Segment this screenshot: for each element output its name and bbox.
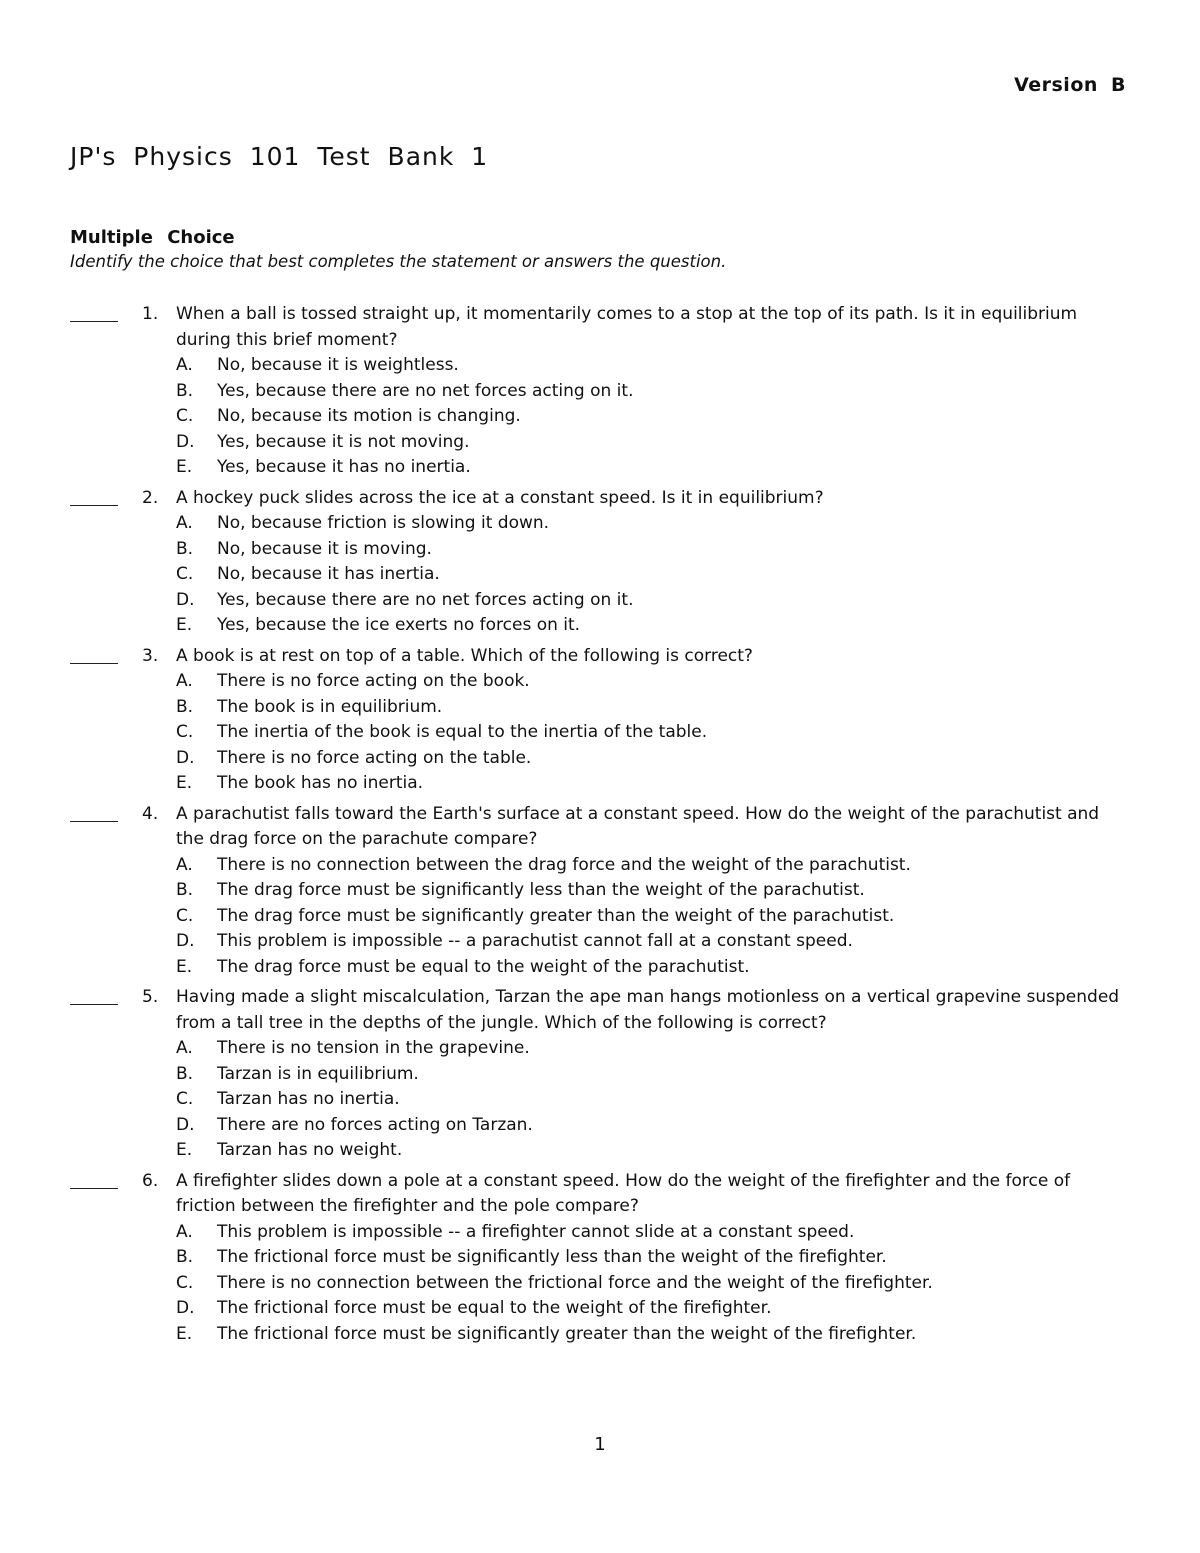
option-text: Yes, because it is not moving.	[217, 431, 470, 452]
question-item	[70, 644, 1130, 797]
option-letter: B.	[176, 538, 194, 559]
answer-option	[176, 1220, 1130, 1246]
question-item	[70, 486, 1130, 639]
question-stem: A hockey puck slides across the ice at a constant speed. Is it in equilibrium?	[176, 487, 824, 508]
option-text: There is no force acting on the table.	[217, 747, 532, 768]
option-text: The frictional force must be significantly less than the weight of the firefighter.	[217, 1247, 887, 1267]
option-text: The drag force must be equal to the weight of the parachutist.	[217, 956, 750, 977]
answer-option	[176, 1087, 1130, 1113]
option-text: The frictional force must be equal to the weight of the firefighter.	[217, 1298, 772, 1318]
option-text: The inertia of the book is equal to the inertia of the table.	[217, 722, 708, 742]
option-letter: B.	[176, 380, 194, 401]
option-letter: C.	[176, 1089, 194, 1109]
option-text: The book has no inertia.	[217, 773, 424, 793]
option-text: There is no connection between the drag force and the weight of the parachutist.	[217, 854, 911, 875]
answer-blank[interactable]	[70, 802, 118, 822]
answer-option	[176, 562, 1130, 588]
option-letter: A.	[176, 854, 193, 875]
option-text: No, because it has inertia.	[217, 564, 440, 584]
option-letter: C.	[176, 905, 194, 926]
option-letter: B.	[176, 1063, 194, 1084]
question-stem: A firefighter slides down a pole at a constant speed. How do the weight of the firefighter and the force of friction between the firefighter and the pole compare?	[176, 1170, 1071, 1216]
option-letter: D.	[176, 1298, 195, 1318]
answer-option	[176, 511, 1130, 537]
answer-option	[176, 853, 1130, 879]
answer-option	[176, 1296, 1130, 1322]
answer-option	[176, 1036, 1130, 1062]
question-number: 6.	[142, 1170, 159, 1191]
question-stem: A book is at rest on top of a table. Which of the following is correct?	[176, 645, 753, 666]
question-number: 4.	[142, 803, 159, 824]
question-stem: Having made a slight miscalculation, Tarzan the ape man hangs motionless on a vertical grapevine suspended from a tall tree in the depths of the jungle. Which of the following is correct?	[176, 987, 1120, 1033]
option-letter: E.	[176, 773, 193, 793]
option-letter: D.	[176, 431, 195, 452]
answer-option	[176, 929, 1130, 955]
version-label: Version B	[1014, 74, 1126, 96]
option-letter: D.	[176, 589, 195, 610]
option-letter: B.	[176, 1247, 194, 1267]
question-stem: When a ball is tossed straight up, it momentarily comes to a stop at the top of its path. Is it in equilibrium during this brief moment?	[176, 304, 1078, 350]
option-text: This problem is impossible -- a firefighter cannot slide at a constant speed.	[217, 1221, 855, 1242]
option-text: The drag force must be significantly greater than the weight of the parachutist.	[217, 905, 895, 926]
question-number: 5.	[142, 987, 159, 1007]
option-letter: A.	[176, 355, 193, 375]
option-text: There is no connection between the frictional force and the weight of the firefighter.	[217, 1272, 933, 1293]
option-letter: C.	[176, 1272, 194, 1293]
option-text: There are no forces acting on Tarzan.	[217, 1114, 533, 1135]
option-letter: A.	[176, 513, 193, 533]
question-item	[70, 302, 1130, 481]
answer-option	[176, 353, 1130, 379]
option-text: No, because friction is slowing it down.	[217, 513, 550, 533]
answer-option	[176, 1245, 1130, 1271]
option-letter: A.	[176, 671, 193, 691]
answer-option	[176, 878, 1130, 904]
answer-option	[176, 1271, 1130, 1297]
option-text: No, because it is moving.	[217, 538, 432, 559]
answer-option	[176, 904, 1130, 930]
option-letter: A.	[176, 1038, 193, 1058]
option-text: Yes, because there are no net forces acting on it.	[217, 589, 634, 610]
answer-blank[interactable]	[70, 486, 118, 506]
answer-option	[176, 430, 1130, 456]
answer-option	[176, 1062, 1130, 1088]
answer-blank[interactable]	[70, 1169, 118, 1189]
page-number: 1	[594, 1434, 606, 1455]
option-letter: E.	[176, 1323, 193, 1344]
answer-option	[176, 955, 1130, 981]
option-letter: D.	[176, 931, 195, 951]
option-text: Yes, because the ice exerts no forces on it.	[217, 615, 581, 635]
answer-blank[interactable]	[70, 985, 118, 1005]
question-item	[70, 985, 1130, 1164]
option-text: There is no tension in the grapevine.	[217, 1038, 530, 1058]
question-list	[70, 302, 1130, 1352]
option-text: The drag force must be significantly less than the weight of the parachutist.	[217, 880, 865, 900]
option-letter: E.	[176, 1140, 193, 1160]
answer-option	[176, 1138, 1130, 1164]
question-number: 3.	[142, 645, 159, 666]
option-letter: D.	[176, 1114, 195, 1135]
answer-option	[176, 613, 1130, 639]
option-letter: C.	[176, 564, 194, 584]
option-letter: B.	[176, 696, 194, 717]
option-letter: E.	[176, 457, 193, 477]
option-letter: C.	[176, 722, 194, 742]
option-text: The frictional force must be significantly greater than the weight of the firefighter.	[217, 1323, 917, 1344]
option-text: The book is in equilibrium.	[217, 696, 443, 717]
option-letter: E.	[176, 956, 193, 977]
answer-option	[176, 455, 1130, 481]
option-letter: B.	[176, 880, 194, 900]
answer-option	[176, 669, 1130, 695]
question-number: 1.	[142, 304, 159, 324]
option-text: Yes, because there are no net forces acting on it.	[217, 380, 634, 401]
question-number: 2.	[142, 487, 159, 508]
answer-option	[176, 1322, 1130, 1348]
page-title: JP's Physics 101 Test Bank 1	[70, 142, 489, 171]
answer-option	[176, 1113, 1130, 1139]
option-letter: C.	[176, 406, 194, 426]
option-text: Yes, because it has no inertia.	[217, 457, 471, 477]
option-letter: A.	[176, 1221, 193, 1242]
option-text: Tarzan has no weight.	[217, 1140, 403, 1160]
answer-option	[176, 404, 1130, 430]
option-text: There is no force acting on the book.	[217, 671, 530, 691]
question-item	[70, 1169, 1130, 1348]
answer-blank[interactable]	[70, 644, 118, 664]
section-heading: Multiple Choice	[70, 227, 235, 248]
option-text: Tarzan has no inertia.	[217, 1089, 400, 1109]
option-letter: D.	[176, 747, 195, 768]
option-text: Tarzan is in equilibrium.	[217, 1063, 419, 1084]
question-item	[70, 802, 1130, 981]
answer-blank[interactable]	[70, 302, 118, 322]
answer-option	[176, 746, 1130, 772]
answer-option	[176, 537, 1130, 563]
answer-option	[176, 771, 1130, 797]
answer-option	[176, 379, 1130, 405]
answer-option	[176, 588, 1130, 614]
section-header	[70, 226, 1130, 274]
option-letter: E.	[176, 615, 193, 635]
answer-option	[176, 720, 1130, 746]
option-text: This problem is impossible -- a parachutist cannot fall at a constant speed.	[217, 931, 853, 951]
question-stem: A parachutist falls toward the Earth's surface at a constant speed. How do the weight of the parachutist and the drag force on the parachute compare?	[176, 803, 1100, 849]
option-text: No, because it is weightless.	[217, 355, 459, 375]
option-text: No, because its motion is changing.	[217, 406, 521, 426]
section-instructions: Identify the choice that best completes the statement or answers the question.	[70, 252, 727, 271]
answer-option	[176, 695, 1130, 721]
